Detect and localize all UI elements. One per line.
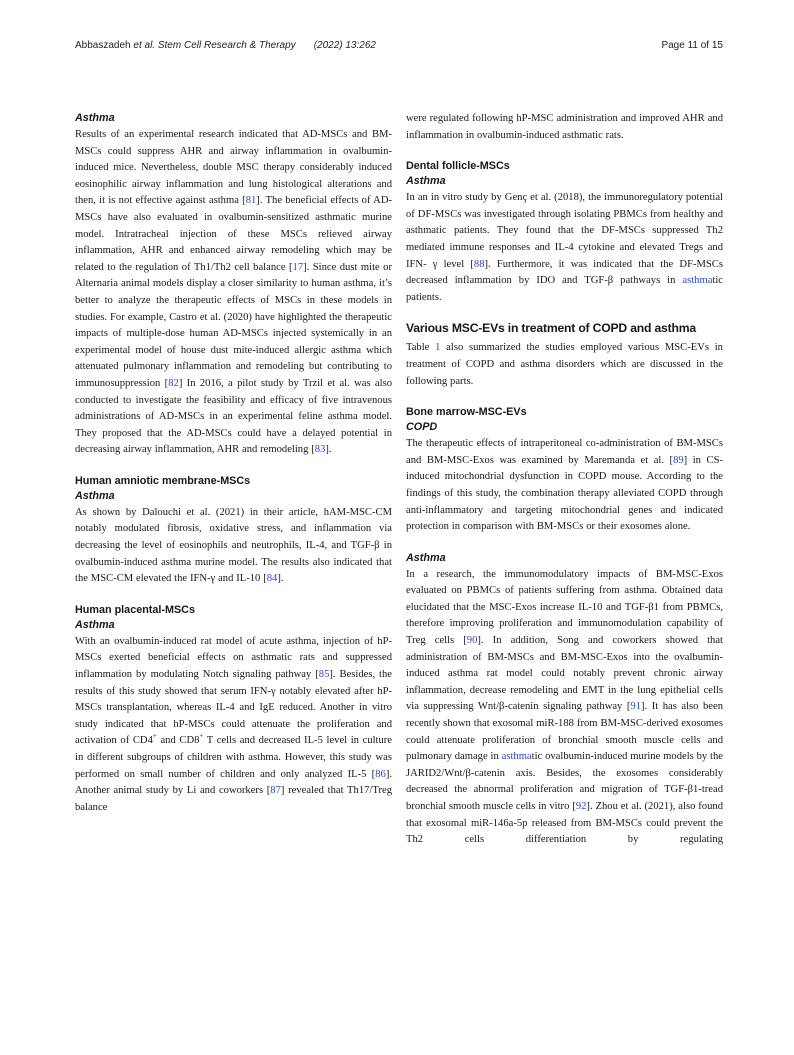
inline-citation-link[interactable]: 90: [466, 635, 478, 647]
author-name: Abbaszadeh: [75, 40, 134, 51]
journal-title: et al. Stem Cell Research & Therapy: [133, 40, 296, 51]
inline-citation-link[interactable]: 83: [314, 444, 326, 456]
subheading-copd-bm: COPD: [406, 421, 438, 434]
section-heading-msc-evs: Various MSC-EVs in treatment of COPD and asthma: [406, 321, 696, 336]
volume-citation: (2022) 13:262: [313, 40, 376, 51]
left-column: [75, 111, 392, 849]
subheading-asthma-hp: Asthma: [75, 618, 115, 631]
paragraph-bm-copd: The therapeutic effects of intraperitoneal co-administration of BM-MSCs and BM-MSC-Exos was examined by Maremanda et al. [89] in CS-induced mitochondrial dysfunction in COPD mouse. According to the findings of this study, the combination therapy alleviated COPD through anti-inflammatory and targeting mitochondrial genes and indicated protection in comparison with BM-MSCs or their exosomes alone.: [406, 438, 723, 533]
inline-citation-link[interactable]: 92: [575, 801, 587, 812]
page-header: [75, 40, 723, 51]
subheading-asthma-ham: Asthma: [75, 489, 115, 502]
paragraph-bm-asthma: In a research, the immunomodulatory impacts of BM-MSC-Exos evaluated on PBMCs of patients suffering from asthma. Obtained data elucidated that the MSC-Exos increase IL-10 and TGF-β1 from PBMCs, therefore improving proliferation and immunomodulation capability of Treg cells [90]. In addition, Song and coworkers showed that administration of BM-MSCs and BM-MSC-Exos into the ovalbumin-induced asthma rat model could notably prevent chronic airway inflammation, decrease remodeling and EMT in the lung epithelial cells via suppressing Wnt/β-catenin signaling pathway [91]. It has also been recently shown that exosomal miR-188 from BM-MSC-derived exosomes could attenuate proliferation of bronchial smooth muscle cells and pulmonary damage in asthmatic ovalbumin-induced murine models by the JARID2/Wnt/β-catenin axis. Besides, the exosomes considerably decreased the abnormal proliferation and migration of TGF-β1-tread bronchial smooth muscle cells in vitro [92]. Zhou et al. (2021), also found that exosomal miR-146a-5p released from BM-MSCs could prevent the Th2 cells differentiation by regulating: [406, 568, 723, 846]
page-number: Page 11 of 15: [661, 40, 723, 51]
inline-citation-link[interactable]: 86: [375, 768, 386, 780]
inline-citation-link[interactable]: 17: [292, 261, 304, 273]
inline-citation-link[interactable]: asthma: [501, 751, 532, 763]
inline-citation-link[interactable]: 88: [473, 258, 485, 270]
right-column: [406, 111, 723, 849]
paragraph-ham-asthma: As shown by Dalouchi et al. (2021) in their article, hAM-MSC-CM notably modulated fibrosis, oxidative stress, and inflammation via decreasing the level of eosinophils and neutrophils, IL-4, and TGF-β in ovalbumin-induced asthma murine model. The results also indicated that the MSC-CM elevated the IFN-γ and IL-10 [84].: [75, 506, 392, 585]
heading-dental-follicle-mscs: Dental follicle-MSCs: [406, 160, 510, 173]
inline-citation-link[interactable]: 1: [435, 342, 441, 354]
subheading-asthma-df: Asthma: [406, 175, 446, 188]
inline-citation-link[interactable]: 91: [630, 701, 642, 713]
article-body: [75, 111, 723, 849]
inline-citation-link[interactable]: asthma: [682, 275, 713, 287]
paragraph-msc-evs-intro: Table 1 also summarized the studies employed various MSC-EVs in treatment of COPD and asthma disorders which are discussed in the following parts.: [406, 342, 723, 387]
inline-citation-link[interactable]: 87: [270, 785, 281, 797]
inline-citation-link[interactable]: 84: [266, 573, 278, 585]
paragraph-hp-asthma-continued: were regulated following hP-MSC administration and improved AHR and inflammation in ovalbumin-induced asthmatic rats.: [406, 113, 723, 141]
inline-citation-link[interactable]: 82: [168, 377, 179, 389]
subheading-asthma-admsc: Asthma: [75, 112, 115, 124]
paragraph-hp-asthma: With an ovalbumin-induced rat model of acute asthma, injection of hP-MSCs exerted beneficial effects on asthmatic rats and suppressed inflammation by modulating Notch signaling pathway [85]. Besides, the results of this study showed that serum IFN-γ notably elevated after hP-MSCs transplantation, whereas IL-4 and IgE reduced. Another in vitro study indicated that hP-MSCs could attenuate the proliferation and activation of CD4+ and CD8+ T cells and decreased IL-5 level in culture in different subgroups of children with asthma. However, this study was performed on small number of children and only analyzed IL-5 [86]. Another animal study by Li and coworkers [87] revealed that Th17/Treg balance: [75, 635, 393, 813]
running-head: [75, 40, 376, 51]
heading-human-amniotic-membrane-mscs: Human amniotic membrane-MSCs: [75, 474, 251, 487]
subheading-asthma-bm: Asthma: [406, 551, 446, 564]
paragraph-admsc-asthma: Results of an experimental research indicated that AD-MSCs and BM-MSCs could suppress AHR and airway inflammation in ovalbumin-induced mice. Nevertheless, double MSC therapy considerably induced eosinophilic airway inflammation and lung histological alterations and then, it is not effective against asthma [81]. The beneficial effects of AD-MSCs have also evaluated in ovalbumin-sensitized asthmatic murine model. Intratracheal injection of these MSCs relieved airway inflammation, AHR and enhanced airway remodeling which may be related to the regulation of Th1/Th2 cell balance [17]. Since dust mite or Alternaria animal models display a closer similarity to human asthma, it’s better to analyze the therapeutic effects of MSCs in these models in studies. For example, Castro et al. (2020) have highlighted the therapeutic impacts of multiple-dose human AD-MSCs injected systemically in an experimental model of house dust mite-induced allergic asthma which attenuated pulmonary inflammation and remodeling but contributing to immunosuppression [82] In 2016, a pilot study by Trzil et al. was also conducted to investigate the feasibility and efficacy of five intravenous administrations of AD-MSCs in an experimental feline asthma model. They proposed that the AD-MSCs could have a delayed potential in decreasing airway inflammation, AHR and remodeling [83].: [75, 129, 393, 456]
inline-citation-link[interactable]: 85: [318, 669, 330, 681]
inline-citation-link[interactable]: 81: [245, 195, 257, 207]
inline-citation-link[interactable]: 89: [673, 454, 684, 466]
heading-bone-marrow-msc-evs: Bone marrow-MSC-EVs: [406, 406, 527, 419]
heading-human-placental-mscs: Human placental-MSCs: [75, 603, 195, 616]
paragraph-df-asthma: In an in vitro study by Genç et al. (2018), the immunoregulatory potential of DF-MSCs was investigated through isolating PBMCs from healthy and asthmatic patients. They found that the DF-MSCs suppressed Th2 mediated immune responses and IL-4 cytokine and elevated Tregs and IFN- γ level [88]. Furthermore, it was indicated that the DF-MSCs decreased inflammation by IDO and TGF-β pathways in asthmatic patients.: [406, 192, 723, 303]
